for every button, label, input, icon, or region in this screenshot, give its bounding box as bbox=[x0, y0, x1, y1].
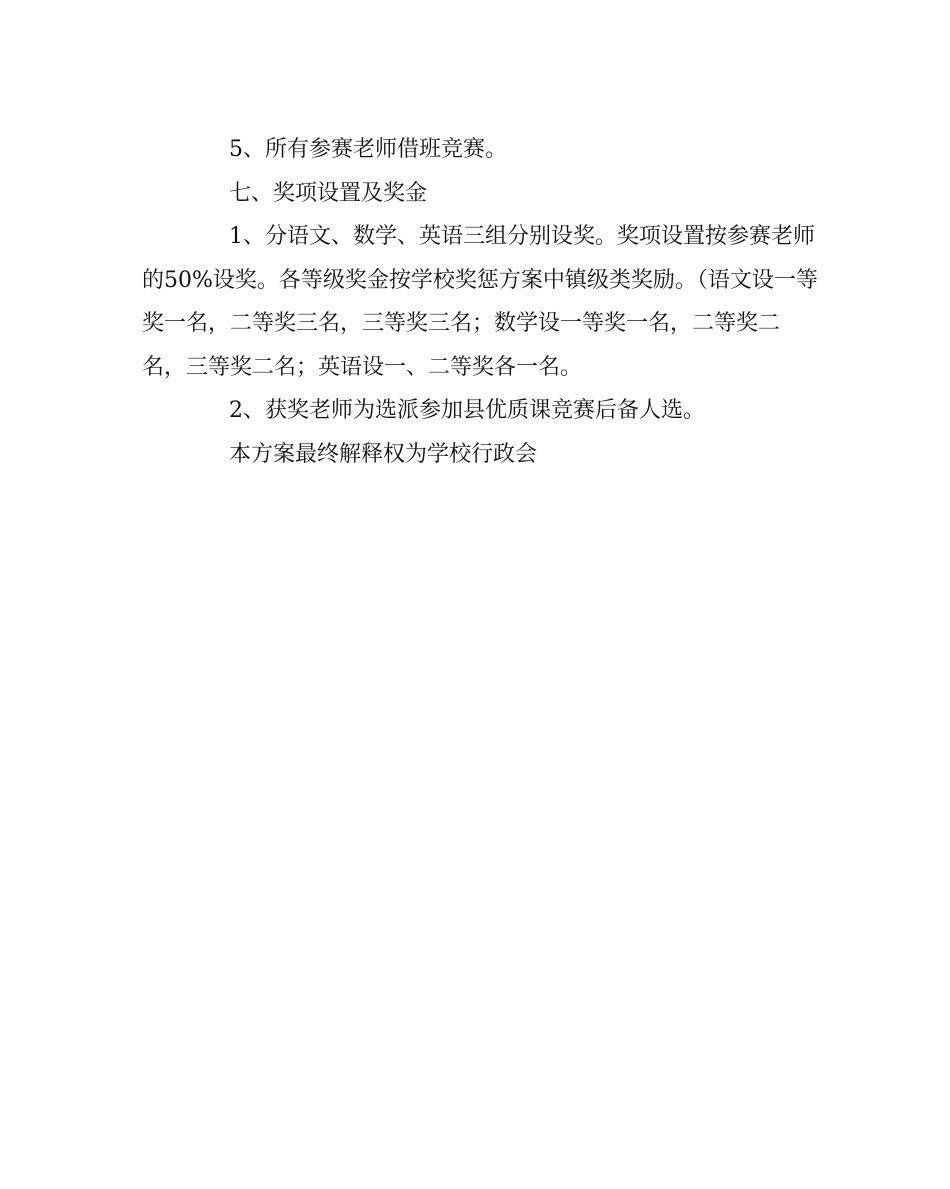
document-body bbox=[142, 128, 818, 476]
paragraph-line: 的50%设奖。各等级奖金按学校奖惩方案中镇级类奖励。（语文设一等 bbox=[142, 267, 818, 293]
paragraph-item-5: 5、所有参赛老师借班竞赛。 bbox=[229, 137, 507, 162]
paragraph-line: 1、分语文、数学、英语三组分别设奖。奖项设置按参赛老师 bbox=[229, 224, 815, 249]
paragraph-award-settings bbox=[142, 215, 818, 389]
section-heading-awards: 七、奖项设置及奖金 bbox=[229, 180, 428, 206]
paragraph-winner-selection: 2、获奖老师为选派参加县优质课竞赛后备人选。 bbox=[229, 398, 705, 423]
paragraph-line: 名，三等奖二名；英语设一、二等奖各一名。 bbox=[142, 354, 583, 380]
paragraph-line: 奖一名，二等奖三名，三等奖三名；数学设一等奖一名，二等奖二 bbox=[142, 311, 781, 336]
paragraph-interpretation-note: 本方案最终解释权为学校行政会 bbox=[229, 441, 538, 467]
